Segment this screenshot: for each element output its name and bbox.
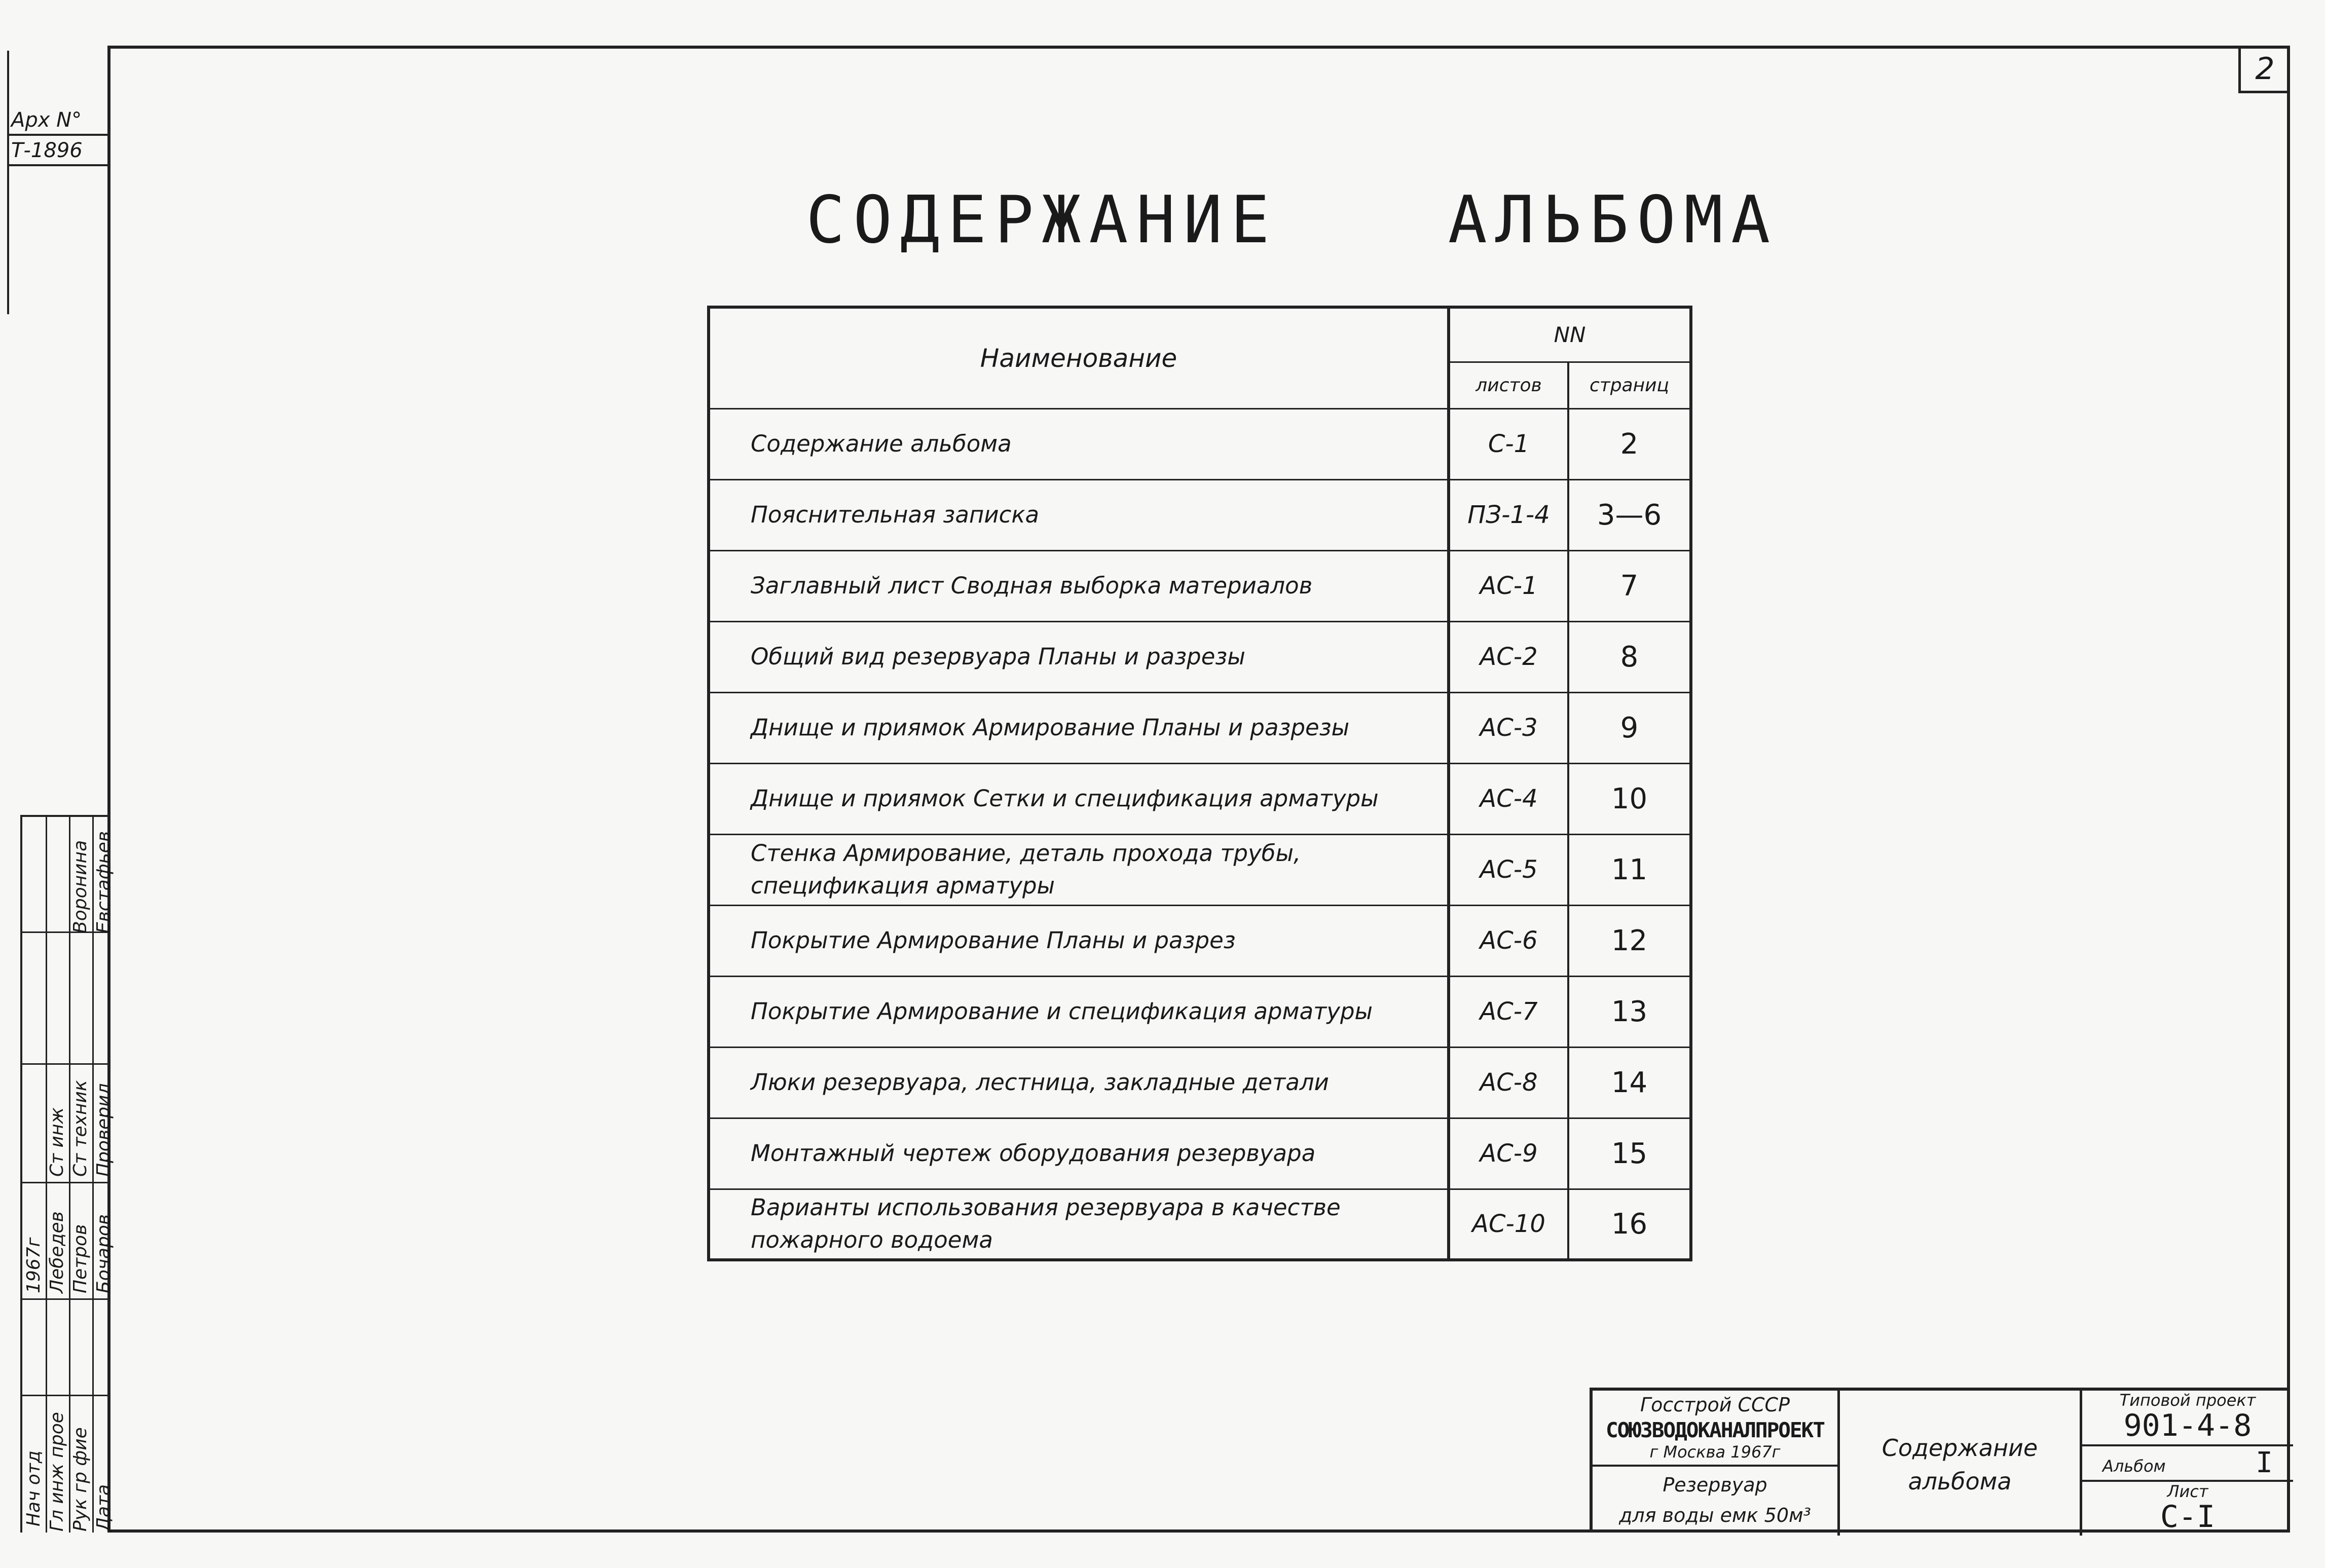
header-name: Наименование	[709, 307, 1449, 408]
album-label: Альбом	[2102, 1457, 2166, 1476]
row-name: Покрытие Армирование и спецификация арматуры	[709, 976, 1449, 1047]
table-row	[709, 1118, 1691, 1189]
row-name: Покрытие Армирование Планы и разрез	[709, 905, 1449, 976]
row-sheet: ПЗ-1-4	[1449, 479, 1568, 550]
row-page: 11	[1568, 834, 1691, 905]
header-sheets: листов	[1449, 362, 1568, 408]
signature-stamp	[20, 815, 114, 1533]
ministry-name: Госстрой СССР	[1640, 1394, 1790, 1416]
sheet-title-cell	[1840, 1391, 2082, 1536]
row-page: 10	[1568, 763, 1691, 834]
role-label: Проверил	[93, 1083, 114, 1177]
table-row	[709, 408, 1691, 479]
row-name: Заглавный лист Сводная выборка материалов	[709, 550, 1449, 621]
bureau-name: СОЮЗВОДОКАНАЛПРОЕКТ	[1606, 1418, 1824, 1442]
signer-name: Евстафьев	[93, 831, 114, 934]
header-pages: страниц	[1568, 362, 1691, 408]
row-sheet: АС-1	[1449, 550, 1568, 621]
signer-name: 1967г	[23, 1237, 44, 1293]
signer-name: Петров	[70, 1224, 91, 1293]
table-row	[709, 1189, 1691, 1260]
title-block	[1590, 1388, 2290, 1533]
organization-cell	[1593, 1391, 1840, 1467]
table-row	[709, 621, 1691, 692]
role-label: Рук гр фие	[70, 1427, 91, 1532]
row-name: Днище и приямок Сетки и спецификация арматуры	[709, 763, 1449, 834]
table-row	[709, 905, 1691, 976]
row-page: 13	[1568, 976, 1691, 1047]
row-page: 7	[1568, 550, 1691, 621]
row-name: Варианты использования резервуара в качестве пожарного водоема	[709, 1189, 1449, 1260]
table-row	[709, 1047, 1691, 1118]
row-name: Днище и приямок Армирование Планы и разрезы	[709, 692, 1449, 763]
row-name: Монтажный чертеж оборудования резервуара	[709, 1118, 1449, 1189]
row-name: Пояснительная записка	[709, 479, 1449, 550]
archive-number: Т-1896	[7, 136, 107, 166]
row-page: 2	[1568, 408, 1691, 479]
album-title	[806, 182, 1779, 258]
row-sheet: АС-6	[1449, 905, 1568, 976]
sheet-label: Лист	[2167, 1482, 2208, 1501]
stamp-column	[22, 817, 47, 1533]
signer-name: Лебедев	[47, 1211, 67, 1293]
sheet-title-line1: Содержание	[1881, 1434, 2038, 1462]
album-cell	[2082, 1446, 2293, 1482]
contents-table	[707, 306, 1692, 1261]
city-year: г Москва 1967г	[1649, 1442, 1781, 1462]
role-label: Нач отд	[23, 1450, 44, 1526]
stamp-divider	[22, 1182, 107, 1183]
table-row	[709, 550, 1691, 621]
sheet-cell	[2082, 1482, 2293, 1536]
row-sheet: АС-10	[1449, 1189, 1568, 1260]
role-label: Ст инж	[47, 1107, 67, 1177]
table-row	[709, 763, 1691, 834]
project-code-cell	[2082, 1391, 2293, 1446]
row-name: Содержание альбома	[709, 408, 1449, 479]
row-name: Стенка Армирование, деталь прохода трубы, спецификация арматуры	[709, 834, 1449, 905]
row-page: 16	[1568, 1189, 1691, 1260]
object-cell	[1593, 1467, 1840, 1536]
sheet-code: С-I	[2160, 1499, 2216, 1535]
role-label: Дата	[93, 1484, 114, 1532]
archive-stamp	[7, 105, 107, 166]
object-capacity: для воды емк 50м³	[1619, 1504, 1811, 1526]
project-label: Типовой проект	[2119, 1391, 2256, 1410]
table-row	[709, 834, 1691, 905]
stamp-divider	[22, 1063, 107, 1065]
row-name: Общий вид резервуара Планы и разрезы	[709, 621, 1449, 692]
role-label: Ст техник	[70, 1080, 91, 1177]
table-row	[709, 479, 1691, 550]
page-number: 2	[2238, 47, 2289, 93]
object-name: Резервуар	[1663, 1474, 1767, 1496]
title-word-2: АЛЬБОМА	[1448, 182, 1779, 258]
row-page: 12	[1568, 905, 1691, 976]
row-sheet: АС-7	[1449, 976, 1568, 1047]
row-sheet: АС-2	[1449, 621, 1568, 692]
stamp-divider	[22, 1395, 107, 1396]
table-row	[709, 692, 1691, 763]
stamp-divider	[22, 1298, 107, 1300]
role-label: Гл инж прое	[47, 1412, 67, 1532]
signer-name: Бочаров	[93, 1214, 114, 1293]
row-page: 3—6	[1568, 479, 1691, 550]
project-cell	[2082, 1391, 2293, 1536]
sheet-title-line2: альбома	[1908, 1468, 2012, 1495]
signer-name: Воронина	[70, 840, 91, 934]
row-sheet: АС-4	[1449, 763, 1568, 834]
row-sheet: АС-8	[1449, 1047, 1568, 1118]
row-page: 8	[1568, 621, 1691, 692]
row-page: 9	[1568, 692, 1691, 763]
header-nn: NN	[1449, 307, 1691, 362]
row-page: 14	[1568, 1047, 1691, 1118]
row-sheet: С-1	[1449, 408, 1568, 479]
row-page: 15	[1568, 1118, 1691, 1189]
album-number: I	[2256, 1446, 2273, 1479]
title-word-1: СОДЕРЖАНИЕ	[806, 182, 1278, 258]
row-name: Люки резервуара, лестница, закладные детали	[709, 1047, 1449, 1118]
table-row	[709, 976, 1691, 1047]
row-sheet: АС-3	[1449, 692, 1568, 763]
archive-label: Арх N°	[7, 105, 107, 136]
row-sheet: АС-5	[1449, 834, 1568, 905]
row-sheet: АС-9	[1449, 1118, 1568, 1189]
archive-margin-line	[7, 51, 9, 314]
project-code: 901-4-8	[2123, 1408, 2252, 1443]
